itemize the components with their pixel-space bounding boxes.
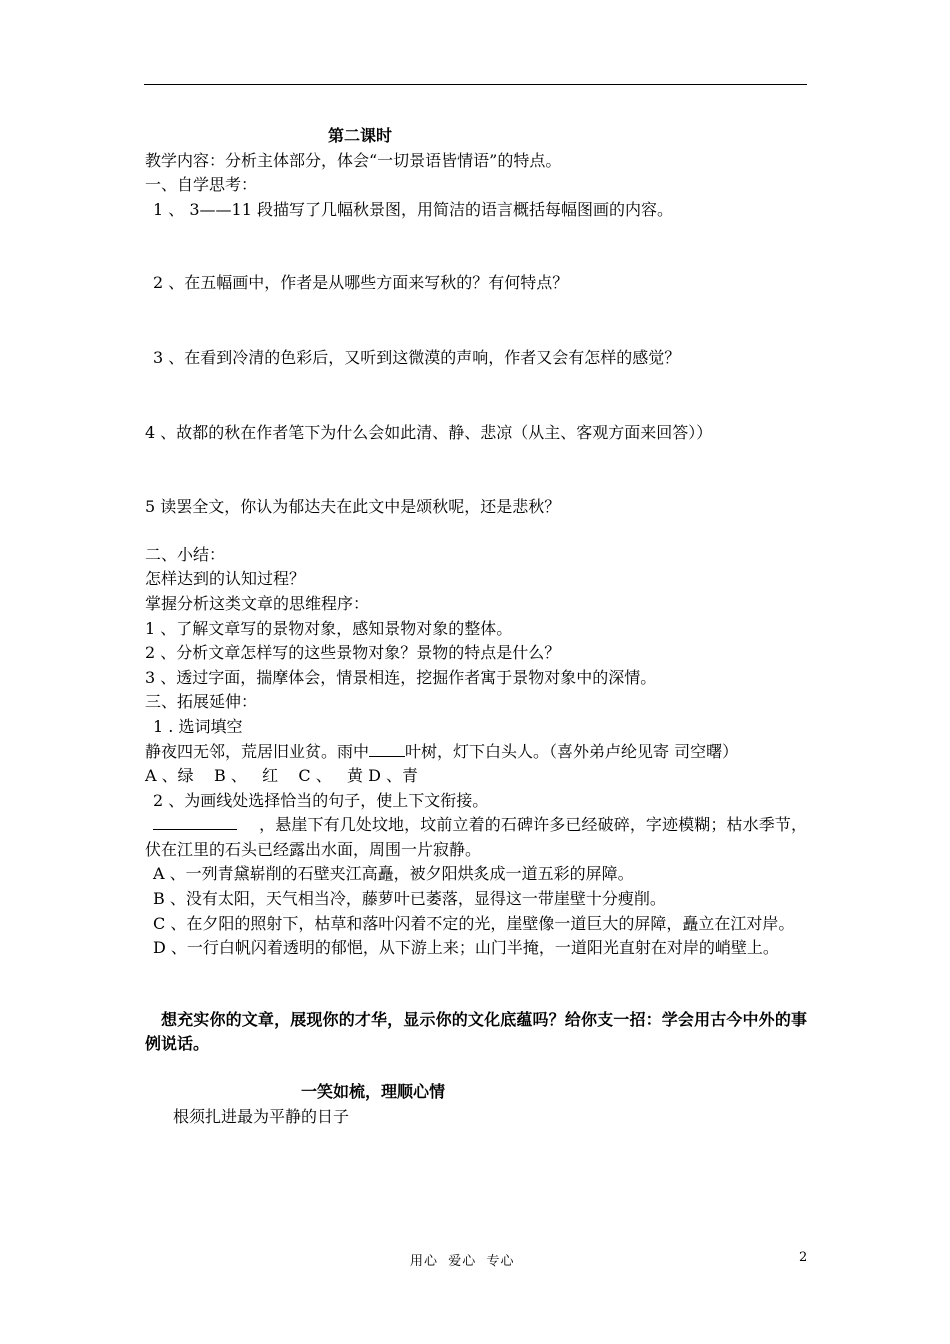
essay-title: 一笑如梳，理顺心情 <box>301 1082 446 1102</box>
header-rule <box>144 84 807 85</box>
question-1: 1 、 3——11 段描写了几幅秋景图，用简洁的语言概括每幅图画的内容。 <box>153 199 673 219</box>
exercise-1-text-before: 静夜四无邻，荒居旧业贫。雨中 <box>145 741 370 761</box>
summary-line-2: 掌握分析这类文章的思维程序： <box>145 593 370 613</box>
exercise-1-text <box>145 740 807 765</box>
section1-title: 一、自学思考： <box>145 175 258 195</box>
footer-motto: 用心 爱心 专心 <box>410 1254 515 1269</box>
summary-step-2: 2 、分析文章怎样写的这些景物对象？景物的特点是什么？ <box>145 643 561 663</box>
exercise-2-title: 2 、为画线处选择恰当的句子，使上下文衔接。 <box>153 790 489 810</box>
exercise-1-text-after: 叶树，灯下白头人。（喜外弟卢纶见寄 司空曙） <box>405 741 739 761</box>
summary-step-3: 3 、透过字面，揣摩体会，情景相连，挖掘作者寓于景物对象中的深情。 <box>145 667 657 687</box>
exercise-1-options: A 、绿 B 、 红 C 、 黄 D 、青 <box>145 766 419 786</box>
question-5: 5 读罢全文，你认为郁达夫在此文中是颂秋呢，还是悲秋？ <box>145 497 561 517</box>
exercise-2-text-body: ，悬崖下有几处坟地，坟前立着的石碑许多已经破碎，字迹模糊；枯水季节，伏在江里的石头已经露出水面，周围一片寂静。 <box>145 815 807 859</box>
content-intro: 教学内容：分析主体部分，体会“一切景语皆情语”的特点。 <box>145 150 562 170</box>
exercise-1-title: 1 . 选词填空 <box>153 716 243 736</box>
lesson-heading: 第二课时 <box>328 126 393 145</box>
essay-first-line: 根须扎进最为平静的日子 <box>173 1106 350 1126</box>
document-body <box>145 124 807 1129</box>
option-a: A 、一列青黛崭削的石壁夹江高矗，被夕阳烘炙成一道五彩的屏障。 <box>153 864 634 884</box>
summary-step-1: 1 、了解文章写的景物对象，感知景物对象的整体。 <box>145 618 513 638</box>
question-2: 2 、在五幅画中，作者是从哪些方面来写秋的？有何特点？ <box>153 273 569 293</box>
fill-blank-1 <box>369 742 405 757</box>
option-b: B 、没有太阳，天气相当冷，藤萝叶已萎落，显得这一带崖壁十分瘦削。 <box>153 889 666 909</box>
section2-title: 二、小结： <box>145 544 226 564</box>
promo-text: 想充实你的文章，展现你的才华，显示你的文化底蕴吗？给你支一招：学会用古今中外的事例说话。 <box>145 1009 807 1054</box>
exercise-2-text <box>145 813 807 862</box>
summary-line-1: 怎样达到的认知过程？ <box>145 569 306 589</box>
question-4: 4 、故都的秋在作者笔下为什么会如此清、静、悲凉（从主、客观方面来回答）） <box>145 422 713 442</box>
question-3: 3 、在看到冷清的色彩后，又听到这微漠的声响，作者又会有怎样的感觉？ <box>153 347 681 367</box>
section3-title: 三、拓展延伸： <box>145 692 258 712</box>
option-c: C 、在夕阳的照射下，枯草和落叶闪着不定的光，崖壁像一道巨大的屏障，矗立在江对岸。 <box>153 913 795 933</box>
page-number: 2 <box>799 1250 808 1265</box>
option-d: D 、一行白帆闪着透明的郁悒，从下游上来；山门半掩，一道阳光直射在对岸的峭壁上。 <box>153 938 779 958</box>
fill-blank-2 <box>153 815 237 830</box>
